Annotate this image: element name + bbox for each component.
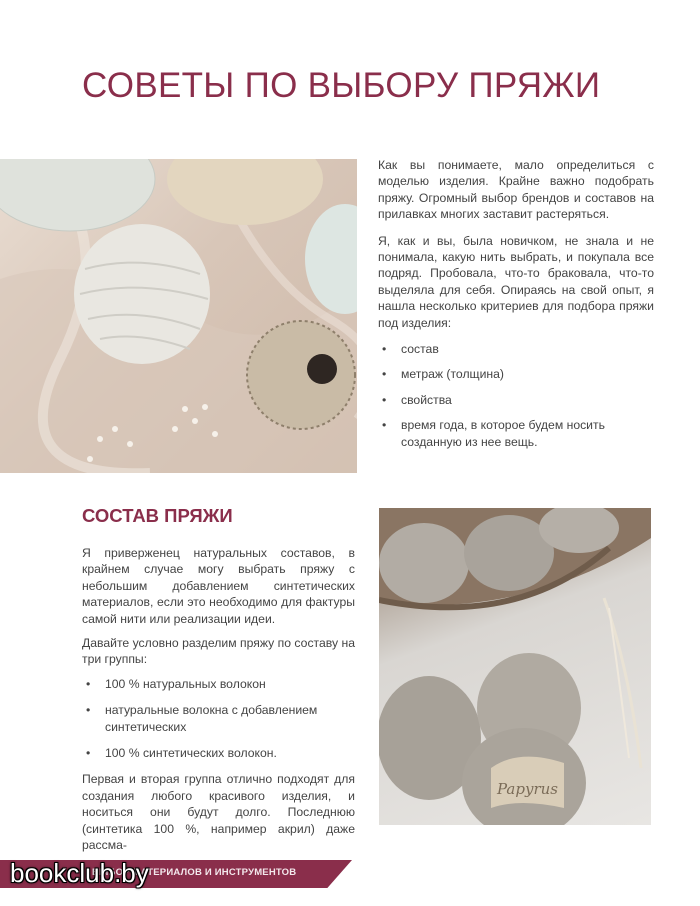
watermark: bookclub.by: [10, 858, 149, 888]
intro-text-column: [378, 157, 654, 459]
bullet-icon: •: [382, 418, 387, 433]
bullet-icon: •: [86, 676, 91, 691]
bullet-icon: •: [86, 746, 91, 761]
list-item: • 100 % синтетических волокон.: [86, 746, 277, 761]
list-item: • время года, в которое будем носить созданную из нее вещь.: [382, 418, 605, 449]
bullet-icon: •: [382, 342, 387, 357]
section-paragraph-1: Я приверженец натуральных составов, в крайнем случае могу выбрать пряжу с небольшим добавлением синтетических материалов, если это необходимо для фактуры самой нити или реализации идеи.: [82, 546, 355, 626]
page-title: СОВЕТЫ ПО ВЫБОРУ ПРЯЖИ: [82, 66, 601, 105]
section-paragraph-2: Давайте условно разделим пряжу по составу на три группы:: [82, 636, 355, 667]
section-heading: СОСТАВ ПРЯЖИ: [82, 505, 233, 526]
list-item: • состав: [382, 342, 439, 357]
basket-yarn-photo: [379, 508, 651, 825]
yarn-photo: [0, 159, 357, 473]
bullet-icon: •: [382, 392, 387, 407]
list-item: • 100 % натуральных волокон: [86, 676, 266, 691]
bullet-icon: •: [86, 703, 91, 718]
criteria-list: [378, 341, 654, 450]
intro-paragraph-1: Как вы понимаете, мало определиться с моделью изделия. Крайне важно подобрать пряжу. Огромный выбор брендов и составов на прилавках многих заставит растеряться.: [378, 158, 654, 222]
intro-paragraph-2: Я, как и вы, была новичком, не знала и не понимала, какую нить выбрать, и покупала все подряд. Пробовала, что-то браковала, что-то выделяла для себя. Опираясь на свой опыт, я нашла несколько критериев для подбора пряжи под изделия:: [378, 233, 654, 330]
bullet-icon: •: [382, 367, 387, 382]
list-item: • натуральные волокна с добавлением синтетических: [86, 703, 318, 734]
composition-list: [82, 676, 355, 762]
section-closing: Первая и вторая группа отлично подходят для создания любого красивого изделия, и носиться они будут долго. Последнюю (синтетика 100 %, например акрил) даже рассма-: [82, 772, 355, 853]
section-text-column: [82, 545, 355, 862]
list-item: • метраж (толщина): [382, 367, 504, 382]
yarn-label-text: Papyrus: [497, 780, 558, 798]
list-item: • свойства: [382, 392, 452, 407]
footer-section-label: ВЫБОР МАТЕРИАЛОВ И ИНСТРУМЕНТОВ: [92, 867, 297, 878]
